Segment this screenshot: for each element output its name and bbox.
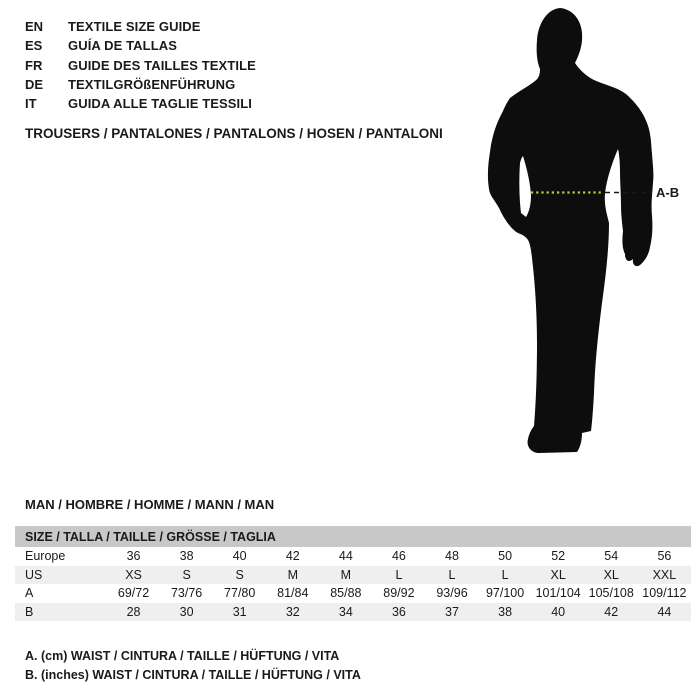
size-cell: XL — [603, 567, 619, 582]
language-code: IT — [25, 96, 37, 112]
table-row — [15, 584, 691, 603]
size-cell: 93/96 — [436, 586, 468, 601]
language-row — [25, 75, 256, 94]
size-cell: 46 — [391, 549, 406, 564]
row-label-cell: B — [25, 604, 34, 619]
size-cell: 56 — [657, 549, 672, 564]
language-name: GUIDA ALLE TAGLIE TESSILI — [68, 96, 253, 112]
size-cell: 31 — [232, 604, 247, 619]
table-header-row — [15, 526, 691, 547]
language-row — [25, 17, 256, 36]
language-row — [25, 36, 256, 55]
size-cell: 36 — [391, 604, 406, 619]
row-label-cell: A — [25, 586, 34, 601]
waist-marker-label: A-B — [656, 185, 680, 200]
size-cell: 28 — [126, 604, 141, 619]
language-name: TEXTILE SIZE GUIDE — [68, 19, 201, 35]
size-cell: S — [182, 567, 191, 582]
size-cell: M — [287, 567, 298, 582]
size-cell: 44 — [657, 604, 672, 619]
size-cell: XS — [125, 567, 142, 582]
gender-section-title: MAN / HOMBRE / HOMME / MANN / MAN — [25, 497, 275, 512]
size-cell: 30 — [179, 604, 194, 619]
language-name: GUIDE DES TAILLES TEXTILE — [68, 57, 256, 73]
size-cell: L — [395, 567, 403, 582]
size-cell: S — [235, 567, 244, 582]
size-cell: L — [501, 567, 509, 582]
size-cell: 48 — [445, 549, 459, 564]
table-header: SIZE / TALLA / TAILLE / GRÖSSE / TAGLIA — [15, 526, 691, 547]
language-row — [25, 56, 256, 75]
footnote-a: A. (cm) WAIST / CINTURA / TAILLE / HÜFTUNG / VITA — [25, 649, 340, 663]
size-table-body — [15, 547, 691, 621]
size-cell: 109/112 — [642, 586, 687, 601]
size-cell: 97/100 — [485, 586, 525, 601]
language-row — [25, 94, 256, 113]
size-cell: 44 — [338, 549, 353, 564]
language-list — [25, 17, 256, 113]
size-cell: 50 — [498, 549, 513, 564]
size-cell: 105/108 — [588, 586, 634, 601]
size-cell: 54 — [604, 549, 619, 564]
size-cell: 69/72 — [117, 586, 150, 601]
size-cell: 52 — [551, 549, 566, 564]
category-title: TROUSERS / PANTALONES / PANTALONS / HOSEN / PANTALONI — [25, 126, 443, 141]
table-row — [15, 603, 691, 622]
row-label-cell: US — [25, 567, 43, 582]
size-cell: 32 — [285, 604, 300, 619]
table-row — [15, 547, 691, 566]
language-name: TEXTILGRÖßENFÜHRUNG — [68, 77, 236, 93]
language-name: GUÍA DE TALLAS — [68, 38, 178, 54]
row-label-cell: Europe — [25, 549, 66, 564]
table-row — [15, 566, 691, 585]
size-cell: 77/80 — [224, 586, 256, 601]
size-cell: 42 — [285, 549, 300, 564]
size-cell: 36 — [126, 549, 141, 564]
language-code: EN — [25, 19, 44, 35]
size-cell: 81/84 — [277, 586, 309, 601]
size-cell: M — [340, 567, 352, 582]
size-cell: 37 — [445, 604, 459, 619]
size-cell: 85/88 — [330, 586, 362, 601]
size-cell: 40 — [232, 549, 247, 564]
language-code: ES — [25, 38, 43, 54]
man-silhouette-figure — [478, 2, 690, 458]
size-cell: 89/92 — [383, 586, 415, 601]
size-cell: 34 — [338, 604, 353, 619]
size-cell: 38 — [498, 604, 513, 619]
size-table — [15, 526, 691, 621]
size-cell: 73/76 — [170, 586, 203, 601]
size-cell: 40 — [551, 604, 566, 619]
size-cell: L — [448, 567, 456, 582]
man-silhouette — [488, 8, 654, 453]
language-code: DE — [25, 77, 44, 93]
size-cell: XL — [550, 567, 566, 582]
size-cell: 38 — [179, 549, 194, 564]
footnotes — [25, 647, 361, 684]
size-cell: 101/104 — [535, 586, 581, 601]
footnote-b: B. (inches) WAIST / CINTURA / TAILLE / HÜFTUNG / VITA — [25, 667, 361, 682]
language-code: FR — [25, 57, 43, 73]
size-cell: XXL — [652, 567, 677, 582]
size-cell: 42 — [604, 604, 619, 619]
